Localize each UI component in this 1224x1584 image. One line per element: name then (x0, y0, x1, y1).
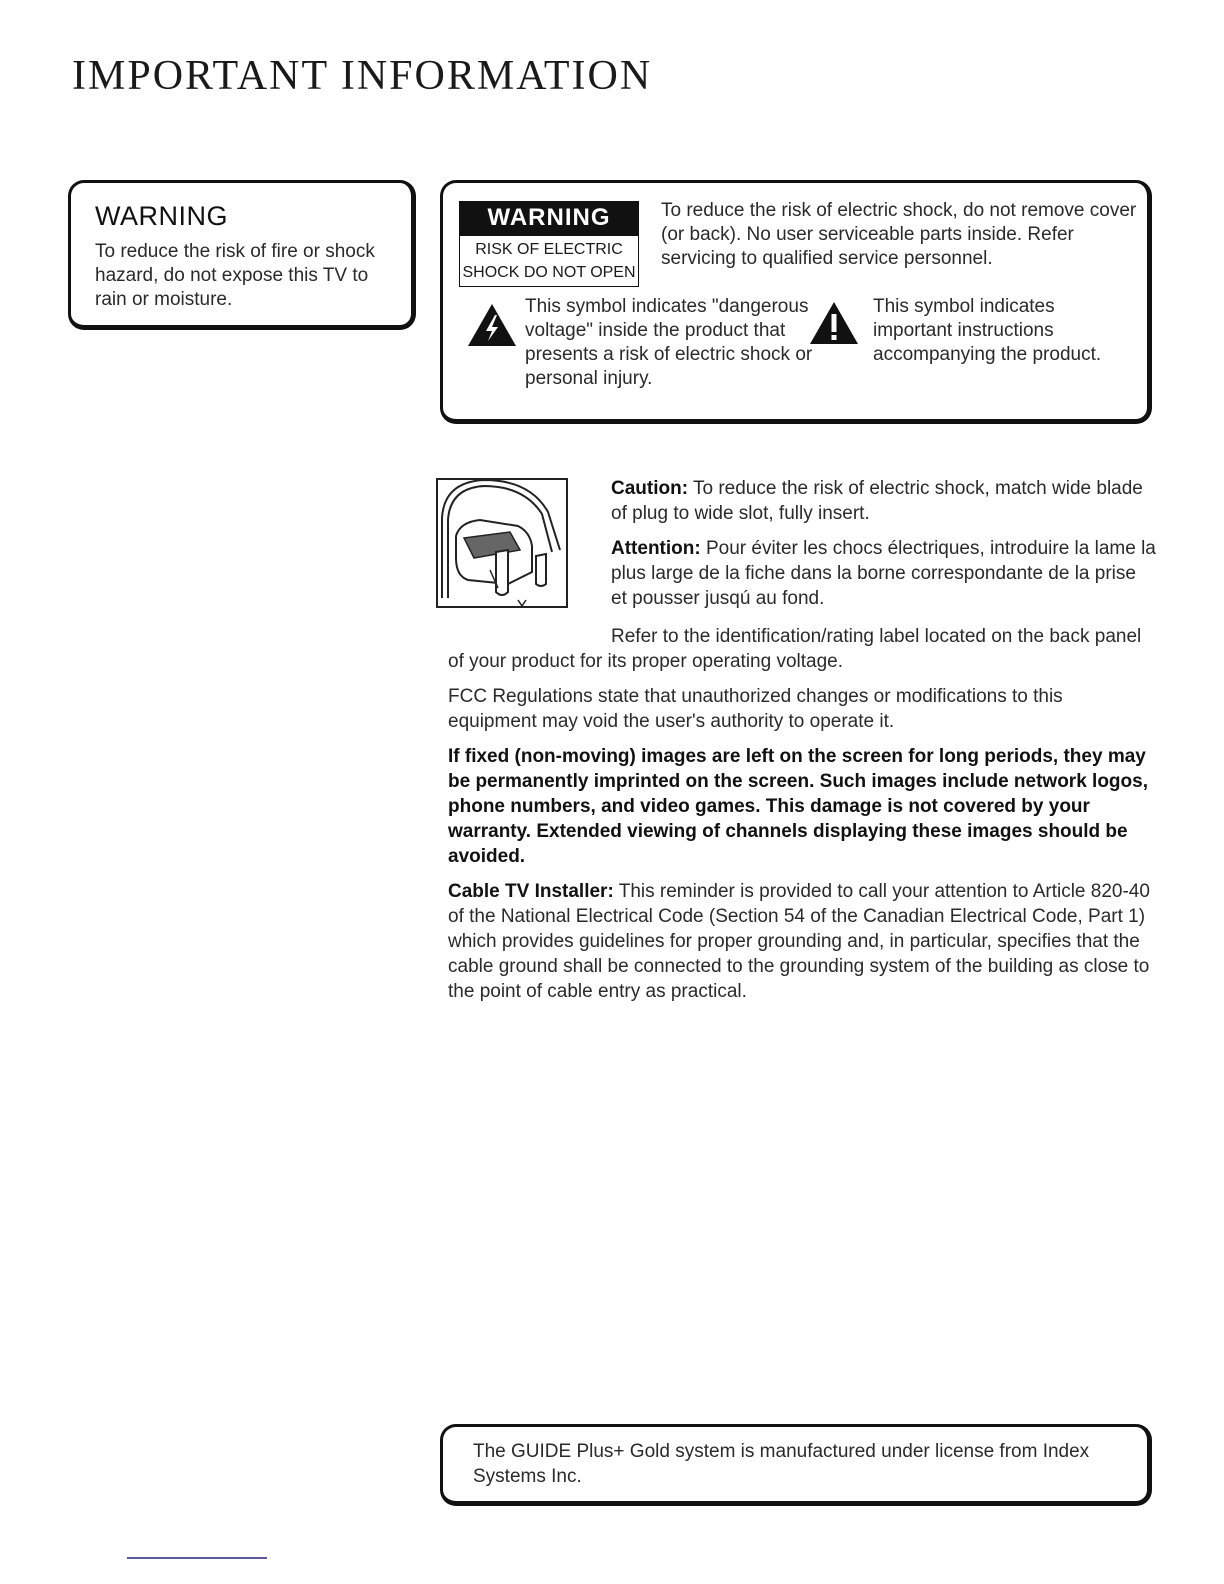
exclamation-triangle-icon (809, 301, 859, 350)
warning-heading: WARNING (95, 201, 228, 231)
caution-text: To reduce the risk of electric shock, match wide blade of plug to wide slot, fully insert. (611, 478, 1143, 524)
caution-label: Caution: (611, 478, 689, 499)
cable-installer-text: This reminder is provided to call your attention to Article 820-40 of the National Electrical Code (Section 54 of the Canadian Electrical Code, Part 1) which provides guidelines for proper grounding and, in particular, specifies that the cable ground shall be connected to the grounding system of the building as close to the point of cable entry as practical. (448, 881, 1150, 1002)
guide-plus-notice: The GUIDE Plus+ Gold system is manufactured under license from Index Systems Inc. (473, 1441, 1090, 1487)
voltage-symbol-block (455, 295, 815, 391)
caution-section (611, 476, 1156, 621)
warning-text: To reduce the risk of fire or shock hazard, do not expose this TV to rain or moisture. (95, 241, 375, 310)
electric-shock-warning-box (440, 180, 1152, 424)
guide-plus-notice-box (440, 1424, 1152, 1506)
warning-label-line1: RISK OF ELECTRIC (475, 241, 623, 258)
attention-paragraph (611, 536, 1156, 611)
shock-warning-text: To reduce the risk of electric shock, do not remove cover (or back). No user serviceable parts inside. Refer servicing to qualified service personnel. (661, 200, 1137, 269)
fire-shock-warning-box (68, 180, 416, 330)
attention-label: Attention: (611, 538, 701, 559)
lightning-triangle-icon (467, 303, 517, 352)
main-text-section (448, 624, 1156, 1014)
footer-rule (127, 1557, 267, 1559)
cable-installer-label: Cable TV Installer: (448, 881, 614, 902)
polarized-plug-icon (436, 478, 568, 608)
warning-label (459, 201, 655, 297)
instructions-symbol-text: This symbol indicates important instructions accompanying the product. (873, 296, 1102, 365)
cable-installer-paragraph (448, 879, 1156, 1004)
refer-paragraph: Refer to the identification/rating label located on the back panel of your product for its proper operating voltage. (448, 626, 1142, 672)
attention-text: Pour éviter les chocs électriques, introduire la lame la plus large de la fiche dans la borne correspondante de la prise et pousser jusqú au fond. (611, 538, 1156, 609)
warning-label-heading: WARNING (459, 201, 639, 235)
caution-paragraph (611, 476, 1156, 526)
page-title: IMPORTANT INFORMATION (72, 53, 653, 99)
voltage-symbol-text: This symbol indicates "dangerous voltage" inside the product that presents a risk of electric shock or personal injury. (525, 296, 813, 389)
fcc-paragraph: FCC Regulations state that unauthorized changes or modifications to this equipment may void the user's authority to operate it. (448, 686, 1063, 732)
instructions-symbol-block (809, 295, 1119, 367)
warning-label-body (459, 235, 639, 287)
fixed-images-warning: If fixed (non-moving) images are left on the screen for long periods, they may be permanently imprinted on the screen. Such images include network logos, phone numbers, and video games. This damage is not covered by your warranty. Extended viewing of channels displaying these images should be avoided. (448, 746, 1148, 867)
warning-label-line2: SHOCK DO NOT OPEN (462, 264, 636, 281)
